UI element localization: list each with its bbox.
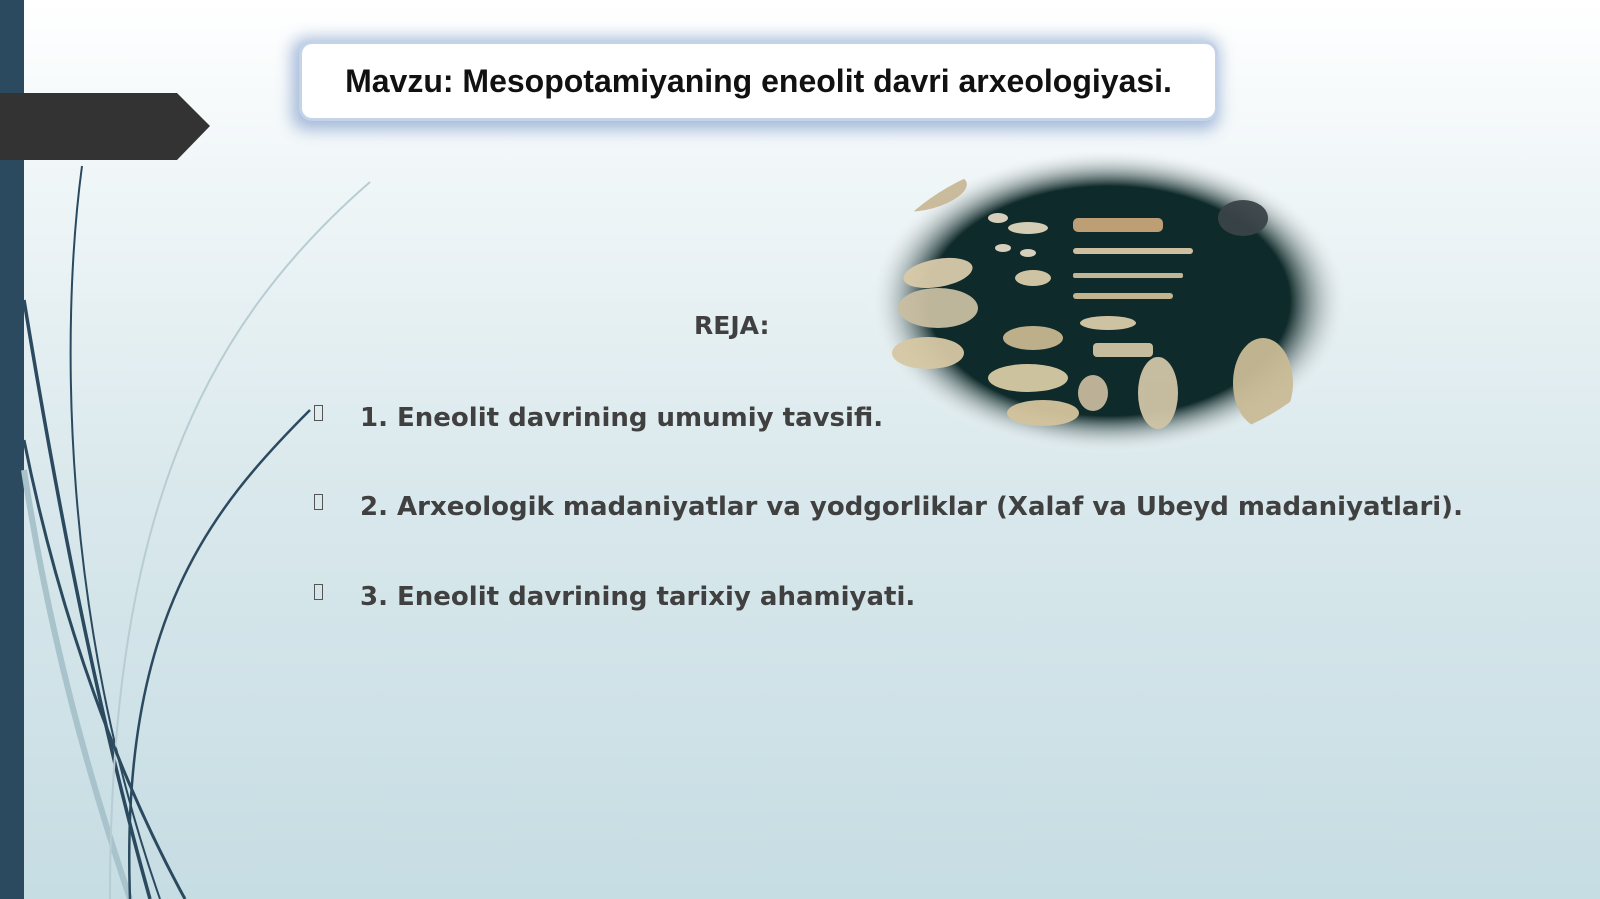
slide-title: Mavzu: Mesopotamiyaning eneolit davri arxeologiyasi. [345, 62, 1172, 99]
plan-item-text: 2. Arxeologik madaniyatlar va yodgorliklar (Xalaf va Ubeyd madaniyatlari). [360, 492, 1463, 522]
artifacts-photo [868, 148, 1350, 454]
bullet-icon [314, 405, 323, 421]
plan-item-text: 1. Eneolit davrining umumiy tavsifi. [360, 403, 884, 433]
plan-item-text: 3. Eneolit davrining tarixiy ahamiyati. [360, 582, 916, 612]
title-box [302, 44, 1215, 118]
bullet-icon [314, 584, 323, 600]
plan-heading: REJA: [694, 311, 770, 340]
pentagon-arrow-shape [0, 93, 210, 160]
bullet-icon [314, 494, 323, 510]
